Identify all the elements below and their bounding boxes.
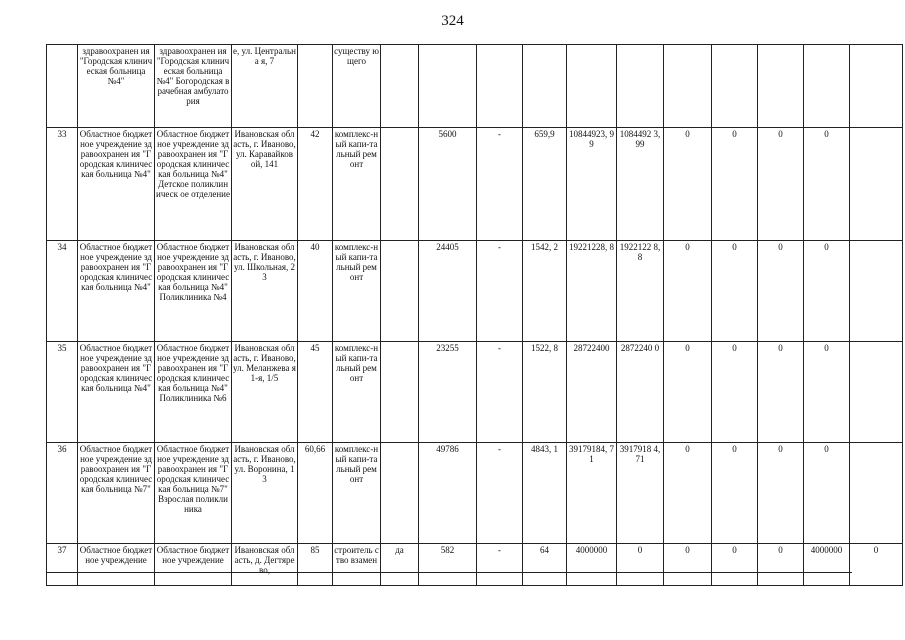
table-cell-o: 0: [804, 241, 850, 342]
table-cell-j: 10844923, 99: [567, 128, 617, 241]
table-cell-o: 4000000: [804, 544, 850, 586]
table-cell-a: Областное бюджетное учреждение здравоохранен ия "Городская клиническая больница №7": [78, 443, 155, 544]
table-cell-c: е, ул. Центральна я, 7: [232, 45, 298, 128]
data-table-wrapper: [46, 44, 879, 575]
table-cell-a: Областное бюджетное учреждение здравоохранен ия "Городская клиническая больница №4": [78, 128, 155, 241]
table-cell-j: 19221228, 8: [567, 241, 617, 342]
table-cell-j: 39179184, 71: [567, 443, 617, 544]
table-cell-n: [758, 45, 804, 128]
table-cell-j: [567, 45, 617, 128]
table-cell-n: 0: [758, 544, 804, 586]
table-cell-g: 49786: [419, 443, 477, 544]
table-cell-no: 36: [47, 443, 78, 544]
table-cell-a: Областное бюджетное учреждение здравоохранен ия "Городская клиническая больница №4": [78, 241, 155, 342]
table-cell-e: комплекс-ный капи-тальный ремонт: [333, 443, 381, 544]
table-cell-i: 4843, 1: [523, 443, 567, 544]
table-cell-p: [850, 241, 903, 342]
table-cell-k: [617, 45, 664, 128]
table-cell-o: 0: [804, 128, 850, 241]
table-cell-l: [664, 45, 712, 128]
table-cell-g: 582: [419, 544, 477, 586]
table-cell-f: [381, 45, 419, 128]
table-cell-c: Ивановская область, г. Иваново, ул. Меланжева я 1-я, 1/5: [232, 342, 298, 443]
table-cell-d: 40: [298, 241, 333, 342]
table-cell-b: здравоохранен ия "Городская клиническая больница №4" Богородская врачебная амбулатория: [155, 45, 232, 128]
table-row: [47, 342, 903, 443]
table-cell-a: Областное бюджетное учреждение: [78, 544, 155, 586]
table-cell-e: строитель ство взамен: [333, 544, 381, 586]
table-cell-d: [298, 45, 333, 128]
table-cell-n: 0: [758, 128, 804, 241]
table-cell-c: Ивановская область, г. Иваново, ул. Воронина, 13: [232, 443, 298, 544]
table-cell-f: [381, 443, 419, 544]
table-cell-g: 24405: [419, 241, 477, 342]
table-cell-m: 0: [712, 443, 758, 544]
table-row: [47, 544, 903, 586]
table-cell-l: 0: [664, 241, 712, 342]
table-cell-i: 1522, 8: [523, 342, 567, 443]
table-cell-e: комплекс-ный капи-тальный ремонт: [333, 128, 381, 241]
table-cell-n: 0: [758, 241, 804, 342]
table-cell-k: 1084492 3,99: [617, 128, 664, 241]
table-cell-no: 37: [47, 544, 78, 586]
table-cell-o: [804, 45, 850, 128]
table-cell-p: [850, 45, 903, 128]
table-cell-i: [523, 45, 567, 128]
table-cell-i: 659,9: [523, 128, 567, 241]
table-cell-d: 60,66: [298, 443, 333, 544]
table-cell-d: 42: [298, 128, 333, 241]
table-row: [47, 128, 903, 241]
table-cell-i: 1542, 2: [523, 241, 567, 342]
table-cell-m: 0: [712, 241, 758, 342]
table-cell-o: 0: [804, 342, 850, 443]
table-cell-g: 23255: [419, 342, 477, 443]
table-cell-p: [850, 443, 903, 544]
table-cell-l: 0: [664, 342, 712, 443]
table-cell-h: -: [477, 544, 523, 586]
table-cell-d: 85: [298, 544, 333, 586]
data-table: [46, 44, 903, 586]
table-cell-b: Областное бюджетное учреждение: [155, 544, 232, 586]
table-cell-c: Ивановская область, г. Иваново, ул. Каравайков ой, 141: [232, 128, 298, 241]
table-cell-m: [712, 45, 758, 128]
table-cell-c: Ивановская область, г. Иваново, ул. Школьная, 23: [232, 241, 298, 342]
table-cell-e: существу ющего: [333, 45, 381, 128]
table-cell-k: 3917918 4,71: [617, 443, 664, 544]
table-cell-f: да: [381, 544, 419, 586]
table-cell-j: 4000000: [567, 544, 617, 586]
table-cell-no: [47, 45, 78, 128]
table-cell-b: Областное бюджетное учреждение здравоохранен ия "Городская клиническая больница №7" Взрослая поликлиника: [155, 443, 232, 544]
table-cell-c: Ивановская область, д. Дегтярево,: [232, 544, 298, 586]
table-cell-l: 0: [664, 128, 712, 241]
table-cell-o: 0: [804, 443, 850, 544]
table-cell-j: 28722400: [567, 342, 617, 443]
table-cell-f: [381, 342, 419, 443]
table-cell-m: 0: [712, 342, 758, 443]
table-cell-g: 5600: [419, 128, 477, 241]
table-cell-l: 0: [664, 544, 712, 586]
table-cell-f: [381, 128, 419, 241]
table-cell-m: 0: [712, 128, 758, 241]
table-cell-f: [381, 241, 419, 342]
table-cell-e: комплекс-ный капи-тальный ремонт: [333, 241, 381, 342]
table-cell-h: -: [477, 128, 523, 241]
table-cell-p: [850, 128, 903, 241]
table-cell-n: 0: [758, 342, 804, 443]
table-cell-no: 33: [47, 128, 78, 241]
table-row: [47, 241, 903, 342]
table-cell-no: 34: [47, 241, 78, 342]
table-cell-k: 0: [617, 544, 664, 586]
table-cell-a: здравоохранен ия "Городская клиническая больница №4": [78, 45, 155, 128]
table-cell-d: 45: [298, 342, 333, 443]
table-cell-b: Областное бюджетное учреждение здравоохранен ия "Городская клиническая больница №4" Поликлиника №4: [155, 241, 232, 342]
table-body: [47, 45, 903, 586]
table-cell-k: 2872240 0: [617, 342, 664, 443]
table-cell-no: 35: [47, 342, 78, 443]
table-cell-h: -: [477, 241, 523, 342]
table-cell-m: 0: [712, 544, 758, 586]
table-cell-h: -: [477, 342, 523, 443]
table-cell-g: [419, 45, 477, 128]
table-cell-p: [850, 342, 903, 443]
table-cell-p: 0: [850, 544, 903, 586]
table-row: [47, 45, 903, 128]
table-cell-h: [477, 45, 523, 128]
page-number: 324: [441, 13, 464, 29]
table-cell-h: -: [477, 443, 523, 544]
table-cell-b: Областное бюджетное учреждение здравоохранен ия "Городская клиническая больница №4" Поликлиника №6: [155, 342, 232, 443]
table-cell-k: 1922122 8,8: [617, 241, 664, 342]
table-cell-l: 0: [664, 443, 712, 544]
table-row: [47, 443, 903, 544]
table-cell-n: 0: [758, 443, 804, 544]
table-cell-i: 64: [523, 544, 567, 586]
table-cell-e: комплекс-ный капи-тальный ремонт: [333, 342, 381, 443]
table-cell-b: Областное бюджетное учреждение здравоохранен ия "Городская клиническая больница №4" Детское поликлиническ ое отделение: [155, 128, 232, 241]
table-cell-a: Областное бюджетное учреждение здравоохранен ия "Городская клиническая больница №4": [78, 342, 155, 443]
